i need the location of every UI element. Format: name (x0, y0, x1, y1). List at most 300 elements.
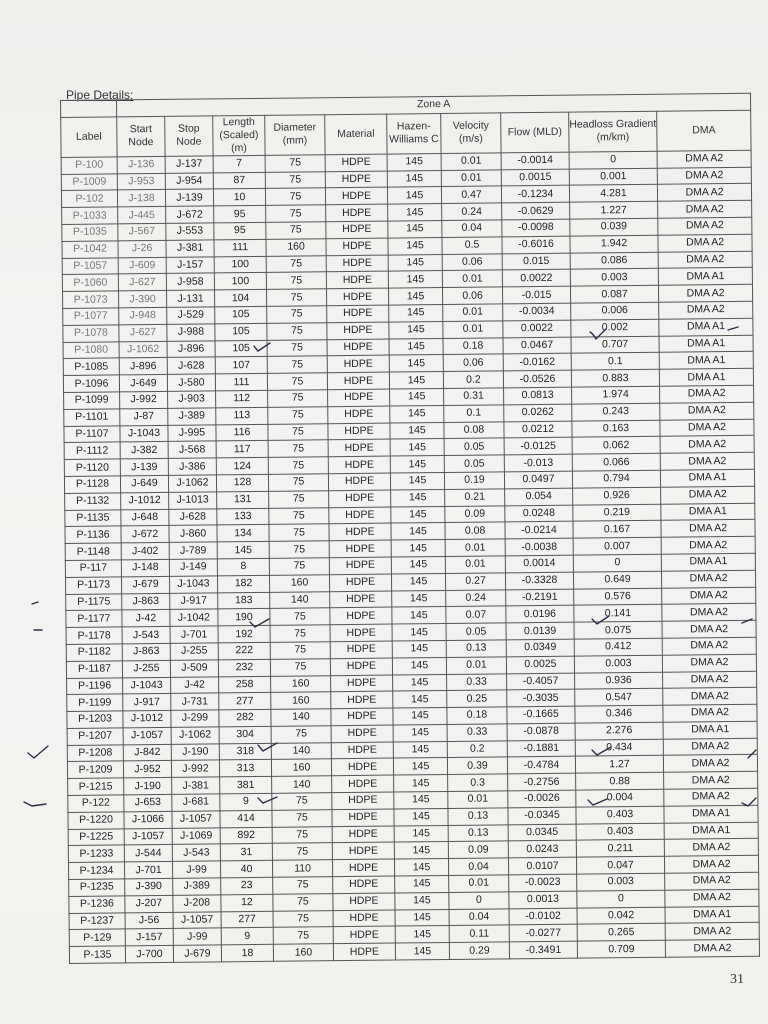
cell-velocity: 0.01 (442, 270, 502, 287)
cell-start-node: J-255 (122, 660, 170, 677)
cell-length: 9 (221, 928, 273, 945)
cell-dma: DMA A2 (658, 234, 752, 252)
cell-start-node: J-445 (118, 207, 166, 224)
cell-material: HDPE (332, 859, 394, 876)
cell-velocity: 0.01 (446, 657, 506, 674)
cell-label: P-1057 (62, 257, 118, 274)
cell-velocity: 0.33 (447, 673, 507, 690)
cell-material: HDPE (330, 641, 392, 658)
cell-dma: DMA A2 (665, 923, 759, 941)
cell-velocity: 0.08 (444, 421, 504, 438)
cell-stop-node: J-1069 (172, 828, 220, 845)
cell-start-node: J-627 (118, 274, 166, 291)
cell-hazen-williams-c: 145 (393, 691, 447, 708)
cell-flow: -0.013 (504, 454, 572, 472)
cell-diameter: 75 (265, 155, 325, 172)
cell-label: P-1120 (64, 459, 120, 476)
cell-diameter: 75 (272, 826, 332, 843)
cell-diameter: 75 (273, 910, 333, 927)
cell-material: HDPE (333, 926, 395, 943)
cell-dma: DMA A2 (664, 839, 758, 857)
cell-headloss-gradient: 0.066 (572, 453, 660, 471)
cell-velocity: 0.33 (447, 724, 507, 741)
cell-hazen-williams-c: 145 (392, 657, 446, 674)
cell-label: P-1199 (67, 694, 123, 711)
cell-flow: -0.0345 (508, 807, 576, 825)
cell-material: HDPE (332, 792, 394, 809)
cell-material: HDPE (329, 523, 391, 540)
cell-velocity: 0.01 (449, 875, 509, 892)
cell-stop-node: J-1042 (170, 609, 218, 626)
cell-label: P-1096 (63, 375, 119, 392)
cell-diameter: 140 (272, 776, 332, 793)
cell-length: 10 (213, 189, 265, 206)
cell-diameter: 75 (270, 625, 330, 642)
cell-material: HDPE (328, 473, 390, 490)
cell-start-node: J-382 (120, 442, 168, 459)
cell-hazen-williams-c: 145 (391, 489, 445, 506)
cell-diameter: 140 (271, 742, 331, 759)
cell-headloss-gradient: 0.075 (574, 621, 662, 639)
cell-hazen-williams-c: 145 (395, 892, 449, 909)
cell-velocity: 0.27 (445, 573, 505, 590)
cell-flow: -0.0034 (503, 303, 571, 321)
cell-flow: -0.0629 (502, 202, 570, 220)
cell-velocity: 0.29 (449, 942, 509, 959)
cell-label: P-1080 (63, 341, 119, 358)
cell-start-node: J-863 (122, 593, 170, 610)
cell-dma: DMA A2 (662, 620, 756, 638)
cell-headloss-gradient: 0.086 (570, 252, 658, 270)
cell-diameter: 75 (268, 423, 328, 440)
cell-material: HDPE (327, 355, 389, 372)
cell-label: P-122 (68, 795, 124, 812)
cell-dma: DMA A2 (658, 217, 752, 235)
cell-diameter: 75 (267, 322, 327, 339)
cell-hazen-williams-c: 145 (389, 321, 443, 338)
cell-length: 116 (216, 424, 268, 441)
cell-length: 8 (217, 558, 269, 575)
cell-label: P-1196 (67, 677, 123, 694)
cell-material: HDPE (331, 759, 393, 776)
cell-velocity: 0 (449, 892, 509, 909)
cell-dma: DMA A2 (659, 301, 753, 319)
cell-hazen-williams-c: 145 (387, 187, 441, 204)
cell-stop-node: J-137 (165, 156, 213, 173)
cell-stop-node: J-1013 (169, 492, 217, 509)
cell-material: HDPE (328, 456, 390, 473)
cell-velocity: 0.13 (448, 825, 508, 842)
cell-flow: 0.015 (502, 253, 570, 271)
cell-hazen-williams-c: 145 (391, 540, 445, 557)
cell-stop-node: J-679 (173, 945, 221, 962)
cell-hazen-williams-c: 145 (390, 405, 444, 422)
cell-diameter: 75 (265, 188, 325, 205)
cell-label: P-129 (69, 929, 125, 946)
cell-label: P-1148 (65, 543, 121, 560)
pipe-table-body (61, 150, 759, 963)
cell-start-node: J-1057 (123, 727, 171, 744)
cell-hazen-williams-c: 145 (394, 775, 448, 792)
column-header-hazen-williams-c: Hazen-Williams C (387, 113, 441, 154)
cell-headloss-gradient: 1.227 (570, 201, 658, 219)
cell-flow: 0.0813 (504, 387, 572, 405)
cell-start-node: J-390 (125, 878, 173, 895)
cell-dma: DMA A1 (664, 805, 758, 823)
section-heading: Pipe Details: (66, 88, 134, 102)
cell-material: HDPE (326, 221, 388, 238)
cell-diameter: 75 (268, 406, 328, 423)
column-header-dma: DMA (657, 110, 751, 151)
cell-stop-node: J-386 (168, 458, 216, 475)
cell-stop-node: J-903 (168, 391, 216, 408)
cell-headloss-gradient: 0.039 (570, 218, 658, 236)
cell-headloss-gradient: 1.974 (572, 386, 660, 404)
cell-hazen-williams-c: 145 (393, 724, 447, 741)
cell-material: HDPE (326, 271, 388, 288)
cell-start-node: J-896 (119, 358, 167, 375)
cell-label: P-1107 (64, 425, 120, 442)
cell-flow: -0.1881 (507, 740, 575, 758)
cell-velocity: 0.05 (446, 623, 506, 640)
cell-headloss-gradient: 0.412 (574, 638, 662, 656)
cell-material: HDPE (333, 876, 395, 893)
cell-velocity: 0.09 (448, 841, 508, 858)
cell-label: P-1136 (65, 526, 121, 543)
cell-length: 105 (215, 323, 267, 340)
cell-headloss-gradient: 0.794 (572, 470, 660, 488)
cell-diameter: 75 (270, 658, 330, 675)
cell-length: 95 (214, 206, 266, 223)
cell-stop-node: J-1057 (172, 811, 220, 828)
cell-start-node: J-992 (120, 391, 168, 408)
page-number: 31 (730, 972, 744, 987)
cell-dma: DMA A2 (663, 738, 757, 756)
cell-dma: DMA A2 (661, 520, 755, 538)
cell-velocity: 0.13 (448, 808, 508, 825)
cell-dma: DMA A1 (659, 352, 753, 370)
cell-material: HDPE (329, 574, 391, 591)
cell-velocity: 0.2 (443, 371, 503, 388)
cell-label: P-1073 (63, 291, 119, 308)
cell-stop-node: J-255 (170, 643, 218, 660)
cell-hazen-williams-c: 145 (392, 607, 446, 624)
cell-velocity: 0.18 (443, 337, 503, 354)
cell-flow: -0.0038 (505, 538, 573, 556)
cell-stop-node: J-389 (168, 408, 216, 425)
cell-stop-node: J-529 (167, 307, 215, 324)
cell-flow: -0.4057 (507, 673, 575, 691)
cell-stop-node: J-731 (171, 693, 219, 710)
cell-dma: DMA A2 (662, 637, 756, 655)
cell-length: 105 (215, 340, 267, 357)
cell-flow: -0.2756 (508, 773, 576, 791)
cell-length: 117 (216, 441, 268, 458)
cell-stop-node: J-954 (165, 172, 213, 189)
cell-material: HDPE (328, 406, 390, 423)
cell-stop-node: J-988 (167, 324, 215, 341)
cell-length: 128 (216, 474, 268, 491)
cell-start-node: J-648 (121, 509, 169, 526)
cell-headloss-gradient: 0.047 (576, 856, 664, 874)
cell-headloss-gradient: 0.001 (569, 168, 657, 186)
cell-diameter: 160 (266, 239, 326, 256)
cell-hazen-williams-c: 145 (394, 859, 448, 876)
cell-stop-node: J-543 (172, 844, 220, 861)
column-header-length: Length (Scaled) (m) (213, 115, 265, 156)
cell-label: P-1077 (63, 308, 119, 325)
cell-diameter: 160 (269, 574, 329, 591)
cell-hazen-williams-c: 145 (389, 355, 443, 372)
cell-label: P-1233 (68, 845, 124, 862)
cell-material: HDPE (331, 725, 393, 742)
cell-label: P-1209 (67, 761, 123, 778)
cell-start-node: J-627 (119, 324, 167, 341)
column-header-label: Label (61, 117, 117, 158)
cell-diameter: 75 (267, 356, 327, 373)
cell-stop-node: J-992 (171, 760, 219, 777)
cell-flow: 0.0243 (508, 841, 576, 859)
cell-stop-node: J-1043 (169, 576, 217, 593)
cell-label: P-1132 (65, 493, 121, 510)
cell-velocity: 0.21 (445, 489, 505, 506)
cell-length: 381 (220, 777, 272, 794)
cell-label: P-1208 (67, 745, 123, 762)
cell-length: 222 (218, 642, 270, 659)
cell-diameter: 75 (268, 474, 328, 491)
cell-stop-node: J-299 (171, 710, 219, 727)
cell-start-node: J-139 (120, 459, 168, 476)
cell-stop-node: J-681 (172, 794, 220, 811)
cell-velocity: 0.01 (441, 153, 501, 170)
cell-diameter: 75 (268, 457, 328, 474)
cell-length: 40 (220, 861, 272, 878)
cell-label: P-1220 (68, 812, 124, 829)
cell-label: P-1042 (62, 241, 118, 258)
cell-material: HDPE (331, 708, 393, 725)
cell-hazen-williams-c: 145 (391, 523, 445, 540)
cell-velocity: 0.1 (444, 405, 504, 422)
cell-diameter: 160 (271, 759, 331, 776)
cell-dma: DMA A2 (661, 570, 755, 588)
cell-material: HDPE (327, 372, 389, 389)
cell-stop-node: J-509 (170, 660, 218, 677)
cell-stop-node: J-381 (166, 240, 214, 257)
cell-start-node: J-1012 (123, 710, 171, 727)
cell-hazen-williams-c: 145 (391, 556, 445, 573)
cell-headloss-gradient: 1.27 (575, 756, 663, 774)
cell-start-node: J-136 (117, 156, 165, 173)
column-header-headloss-gradient: Headloss Gradient (m/km) (569, 111, 657, 152)
cell-start-node: J-1012 (121, 492, 169, 509)
cell-start-node: J-42 (122, 610, 170, 627)
cell-headloss-gradient: 0.709 (577, 940, 665, 958)
cell-stop-node: J-628 (169, 508, 217, 525)
cell-velocity: 0.13 (446, 640, 506, 657)
cell-diameter: 75 (270, 642, 330, 659)
cell-label: P-1207 (67, 728, 123, 745)
cell-diameter: 75 (268, 390, 328, 407)
cell-dma: DMA A2 (662, 604, 756, 622)
cell-flow: 0.0345 (508, 824, 576, 842)
cell-hazen-williams-c: 145 (393, 708, 447, 725)
cell-headloss-gradient: 0.936 (575, 672, 663, 690)
cell-material: HDPE (329, 490, 391, 507)
cell-label: P-1135 (65, 509, 121, 526)
cell-material: HDPE (326, 255, 388, 272)
cell-diameter: 75 (271, 726, 331, 743)
cell-stop-node: J-42 (171, 676, 219, 693)
cell-velocity: 0.5 (442, 237, 502, 254)
cell-headloss-gradient: 0.243 (572, 403, 660, 421)
cell-dma: DMA A1 (665, 906, 759, 924)
cell-stop-node: J-1062 (171, 727, 219, 744)
zone-header-spacer (61, 100, 117, 117)
cell-velocity: 0.06 (442, 253, 502, 270)
cell-hazen-williams-c: 145 (392, 624, 446, 641)
cell-diameter: 140 (270, 591, 330, 608)
cell-start-node: J-863 (122, 643, 170, 660)
cell-hazen-williams-c: 145 (387, 153, 441, 170)
cell-material: HDPE (328, 439, 390, 456)
cell-stop-node: J-958 (166, 273, 214, 290)
cell-headloss-gradient: 0.006 (571, 302, 659, 320)
cell-length: 104 (214, 290, 266, 307)
cell-label: P-1187 (66, 661, 122, 678)
cell-hazen-williams-c: 145 (388, 271, 442, 288)
cell-dma: DMA A2 (663, 755, 757, 773)
cell-material: HDPE (330, 607, 392, 624)
cell-velocity: 0.04 (449, 908, 509, 925)
cell-material: HDPE (331, 742, 393, 759)
cell-diameter: 75 (267, 339, 327, 356)
cell-dma: DMA A2 (657, 150, 751, 168)
cell-hazen-williams-c: 145 (389, 372, 443, 389)
cell-headloss-gradient: 0.003 (570, 269, 658, 287)
cell-length: 105 (215, 306, 267, 323)
cell-dma: DMA A2 (663, 704, 757, 722)
cell-headloss-gradient: 0 (569, 151, 657, 169)
cell-dma: DMA A2 (660, 385, 754, 403)
cell-label: P-117 (65, 560, 121, 577)
cell-length: 9 (220, 793, 272, 810)
cell-velocity: 0.01 (448, 791, 508, 808)
cell-hazen-williams-c: 145 (395, 876, 449, 893)
cell-start-node: J-842 (123, 744, 171, 761)
cell-flow: -0.0277 (509, 925, 577, 943)
cell-headloss-gradient: 0.926 (573, 487, 661, 505)
cell-velocity: 0.04 (448, 858, 508, 875)
cell-headloss-gradient: 0.087 (570, 285, 658, 303)
cell-dma: DMA A1 (664, 822, 758, 840)
cell-dma: DMA A2 (660, 419, 754, 437)
cell-stop-node: J-896 (167, 340, 215, 357)
cell-hazen-williams-c: 145 (388, 237, 442, 254)
cell-hazen-williams-c: 145 (395, 909, 449, 926)
cell-velocity: 0.06 (443, 354, 503, 371)
cell-material: HDPE (325, 171, 387, 188)
cell-material: HDPE (325, 154, 387, 171)
cell-diameter: 75 (272, 810, 332, 827)
cell-dma: DMA A1 (658, 268, 752, 286)
cell-label: P-1099 (64, 392, 120, 409)
cell-headloss-gradient: 0.062 (572, 437, 660, 455)
cell-dma: DMA A2 (665, 939, 759, 957)
cell-velocity: 0.3 (448, 774, 508, 791)
cell-length: 277 (221, 911, 273, 928)
cell-flow: -0.3491 (509, 941, 577, 959)
cell-hazen-williams-c: 145 (390, 472, 444, 489)
cell-flow: -0.0014 (501, 152, 569, 170)
cell-length: 100 (214, 273, 266, 290)
cell-diameter: 160 (271, 675, 331, 692)
cell-headloss-gradient: 0.042 (577, 907, 665, 925)
cell-flow: -0.4784 (507, 757, 575, 775)
pipe-details-table (60, 93, 760, 964)
cell-length: 282 (219, 709, 271, 726)
cell-flow: 0.0349 (506, 639, 574, 657)
cell-flow: 0.0025 (506, 656, 574, 674)
cell-flow: -0.0102 (509, 908, 577, 926)
column-header-start-node: Start Node (117, 116, 165, 157)
cell-length: 7 (213, 155, 265, 172)
cell-headloss-gradient: 0.1 (571, 353, 659, 371)
cell-stop-node: J-995 (168, 424, 216, 441)
cell-diameter: 75 (270, 608, 330, 625)
cell-hazen-williams-c: 145 (388, 254, 442, 271)
cell-dma: DMA A1 (661, 503, 755, 521)
cell-length: 124 (216, 457, 268, 474)
cell-dma: DMA A2 (665, 872, 759, 890)
cell-hazen-williams-c: 145 (387, 170, 441, 187)
cell-stop-node: J-701 (170, 626, 218, 643)
cell-length: 304 (219, 726, 271, 743)
cell-diameter: 75 (269, 507, 329, 524)
cell-start-node: J-672 (121, 526, 169, 543)
cell-velocity: 0.01 (445, 539, 505, 556)
cell-stop-node: J-139 (165, 189, 213, 206)
cell-dma: DMA A2 (662, 654, 756, 672)
cell-headloss-gradient: 0.265 (577, 924, 665, 942)
cell-stop-node: J-157 (166, 256, 214, 273)
cell-label: P-135 (69, 946, 125, 963)
cell-dma: DMA A2 (663, 671, 757, 689)
cell-headloss-gradient: 0.002 (571, 319, 659, 337)
cell-label: P-1182 (66, 644, 122, 661)
cell-label: P-1234 (68, 862, 124, 879)
cell-diameter: 75 (266, 289, 326, 306)
cell-diameter: 75 (273, 927, 333, 944)
cell-length: 87 (213, 172, 265, 189)
cell-start-node: J-701 (124, 862, 172, 879)
cell-stop-node: J-208 (173, 895, 221, 912)
cell-material: HDPE (325, 187, 387, 204)
cell-start-node: J-207 (125, 895, 173, 912)
cell-diameter: 75 (272, 843, 332, 860)
cell-length: 18 (221, 945, 273, 962)
cell-diameter: 75 (267, 373, 327, 390)
cell-flow: 0.0467 (503, 337, 571, 355)
cell-diameter: 75 (266, 205, 326, 222)
cell-label: P-1177 (66, 610, 122, 627)
cell-flow: 0.0262 (504, 404, 572, 422)
cell-hazen-williams-c: 145 (395, 926, 449, 943)
cell-label: P-1235 (69, 879, 125, 896)
cell-length: 12 (221, 894, 273, 911)
cell-headloss-gradient: 0.003 (577, 873, 665, 891)
column-header-material: Material (325, 114, 387, 155)
cell-diameter: 140 (271, 709, 331, 726)
